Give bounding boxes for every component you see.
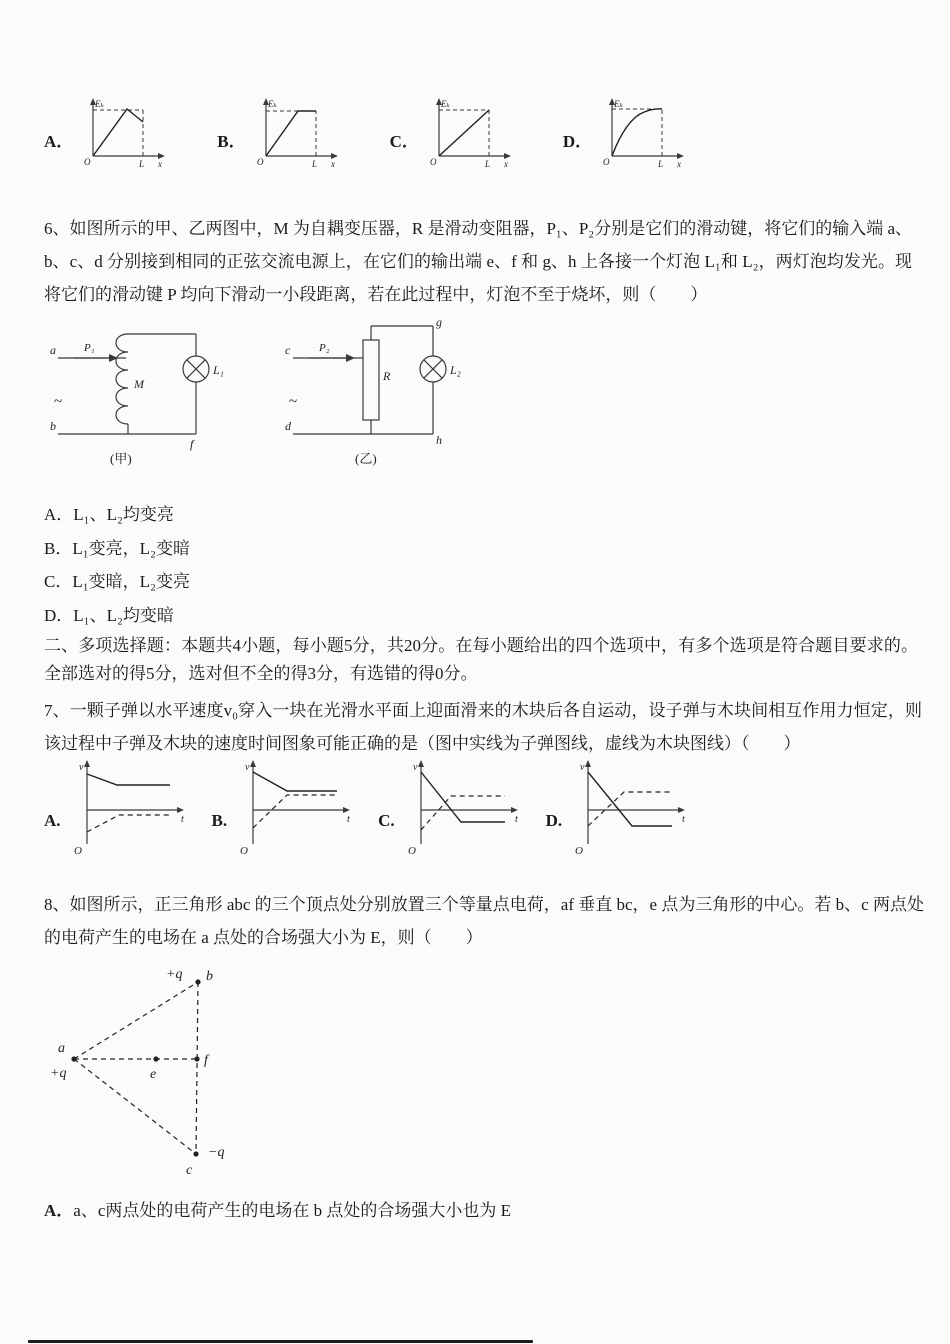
option-label: C. xyxy=(378,811,395,830)
ek-option-b xyxy=(217,96,339,168)
terminal-d-label: d xyxy=(285,419,291,433)
option-label: B. xyxy=(211,811,228,830)
question-8-text: 8、如图所示，正三角形 abc 的三个顶点处分别放置三个等量点电荷，af 垂直 bc，e 点为三角形的中心。若 b、c 两点处的电荷产生的电场在 a 点处的合场强大小为 E，则（ ） xyxy=(44,895,924,947)
caption-jia: (甲) xyxy=(110,451,132,466)
q6-option-b: B．L₁变亮，L₂变暗 xyxy=(44,538,190,558)
origin-label: O xyxy=(429,157,437,167)
ac-source-symbol: ~ xyxy=(289,394,298,410)
caption-yi: (乙) xyxy=(355,451,377,466)
terminal-f-label: f xyxy=(190,437,194,451)
x-tick-label: L xyxy=(139,159,145,168)
vt-graph-options-row xyxy=(44,758,713,858)
q8-triangle-diagram xyxy=(46,964,276,1184)
terminal-c-label: c xyxy=(285,343,291,357)
ek-option-d xyxy=(563,96,686,168)
ek-option-c xyxy=(390,96,513,168)
lamp-l2-label: L₂ xyxy=(450,363,461,377)
vt-graph-d xyxy=(566,758,691,858)
vt-option-d xyxy=(546,758,692,858)
section-2-header: 二、多项选择题：本题共4小题，每小题5分，共20分。在每小题给出的四个选项中，有多个选项是符合题目要求的。全部选对的得5分，选对但不全的得3分，有选错的得0分。 xyxy=(44,636,918,683)
terminal-a-label: a xyxy=(50,343,56,357)
scan-edge-artifact xyxy=(28,1340,533,1343)
point-c-label: c xyxy=(186,1163,193,1178)
q6-option-c: C．L₁变暗，L₂变亮 xyxy=(44,572,190,591)
v-axis-label: v xyxy=(78,762,83,773)
x-tick-label: L xyxy=(484,159,490,168)
vt-option-a xyxy=(44,758,190,858)
ek-graph-d xyxy=(598,96,686,168)
ek-graph-c xyxy=(425,96,513,168)
option-label: A． xyxy=(44,132,74,151)
terminal-h-label: h xyxy=(436,433,442,447)
point-b-label: b xyxy=(206,969,213,984)
vt-graph-c xyxy=(399,758,524,858)
question-7-text: 7、一颗子弹以水平速度v₀穿入一块在光滑水平面上迎面滑来的木块后各自运动，设子弹与木块间相互作用力恒定，则该过程中子弹及木块的速度时间图象可能正确的是（图中实线为子弹图线，虚线为木块图线）（ ） xyxy=(44,701,922,753)
q8-option-a xyxy=(44,1196,511,1221)
circuit-yi-rheostat xyxy=(283,316,468,466)
rheostat-r-label: R xyxy=(383,369,391,383)
origin-label: O xyxy=(603,157,610,167)
t-axis-label: t xyxy=(514,814,518,825)
q6-option-d: D．L₁、L₂均变暗 xyxy=(44,605,174,625)
vt-option-c xyxy=(378,758,524,858)
option-label: C． xyxy=(389,132,419,151)
vt-option-b xyxy=(212,758,357,858)
charge-plus-q-b-label: +q xyxy=(166,967,183,982)
slider-p2-label: P₂ xyxy=(319,342,330,354)
origin-label: O xyxy=(73,845,82,857)
v-axis-label: v xyxy=(245,762,250,773)
option-label: B． xyxy=(217,132,246,151)
ek-graph-options-row xyxy=(44,96,736,168)
option-label: A. xyxy=(44,811,61,830)
origin-label: O xyxy=(407,845,416,857)
q8-option-a-text: a、c两点处的电荷产生的电场在 b 点处的合场强大小也为 E xyxy=(73,1201,512,1220)
vt-graph-b xyxy=(231,758,356,858)
origin-label: O xyxy=(84,157,91,167)
point-f-label: f xyxy=(204,1053,208,1068)
x-tick-label: L xyxy=(658,159,664,168)
q6-circuit-diagrams xyxy=(48,316,468,466)
q8-option-a-label: A． xyxy=(44,1201,74,1220)
ac-source-symbol: ~ xyxy=(54,394,63,410)
x-axis-label: x xyxy=(158,159,163,168)
lamp-l1-label: L₁ xyxy=(213,363,224,377)
transformer-m-label: M xyxy=(134,377,144,391)
origin-label: O xyxy=(256,157,264,167)
vt-graph-a xyxy=(65,758,190,858)
y-axis-label: Eₖ xyxy=(440,99,450,109)
option-label: D． xyxy=(562,132,593,151)
y-axis-label: Eₖ xyxy=(614,99,623,109)
ek-graph-b xyxy=(252,96,340,168)
t-axis-label: t xyxy=(347,814,350,825)
option-label: D. xyxy=(545,811,563,830)
charge-minus-q-c-label: −q xyxy=(208,1145,225,1160)
ek-option-a xyxy=(44,96,167,168)
point-a-label: a xyxy=(58,1041,65,1056)
circuit-jia-transformer xyxy=(48,316,233,466)
t-axis-label: t xyxy=(180,814,184,825)
x-axis-label: x xyxy=(503,159,508,168)
charge-plus-q-a-label: +q xyxy=(50,1066,67,1081)
terminal-b-label: b xyxy=(50,419,56,433)
question-6-text: 6、如图所示的甲、乙两图中，M 为自耦变压器，R 是滑动变阻器，P₁、P₂分别是它们的滑动键，将它们的输入端 a、b、c、d 分别接到相同的正弦交流电源上，在它们的输出端 e、f 和 g、h 上各接一个灯泡 L₁和 L₂，两灯泡均发光。现将它们的滑动键 P 均向下滑动一小段距离，若在此过程中，灯泡不至于烧坏，则（ ） xyxy=(44,219,913,304)
origin-label: O xyxy=(240,845,249,857)
charge-triangle xyxy=(46,964,276,1184)
ek-graph-a xyxy=(79,96,167,168)
x-axis-label: x xyxy=(677,159,682,168)
y-axis-label: Eₖ xyxy=(95,99,105,109)
v-axis-label: v xyxy=(580,762,585,773)
t-axis-label: t xyxy=(682,814,685,825)
origin-label: O xyxy=(575,845,584,857)
y-axis-label: Eₖ xyxy=(267,99,277,109)
terminal-g-label: g xyxy=(436,316,442,329)
slider-p1-label: P₁ xyxy=(84,342,95,354)
q6-option-a: A．L₁、L₂均变亮 xyxy=(44,505,174,524)
x-axis-label: x xyxy=(330,159,335,168)
q6-options xyxy=(44,498,190,632)
x-tick-label: L xyxy=(311,159,317,168)
v-axis-label: v xyxy=(412,762,418,773)
point-e-label: e xyxy=(150,1067,157,1082)
